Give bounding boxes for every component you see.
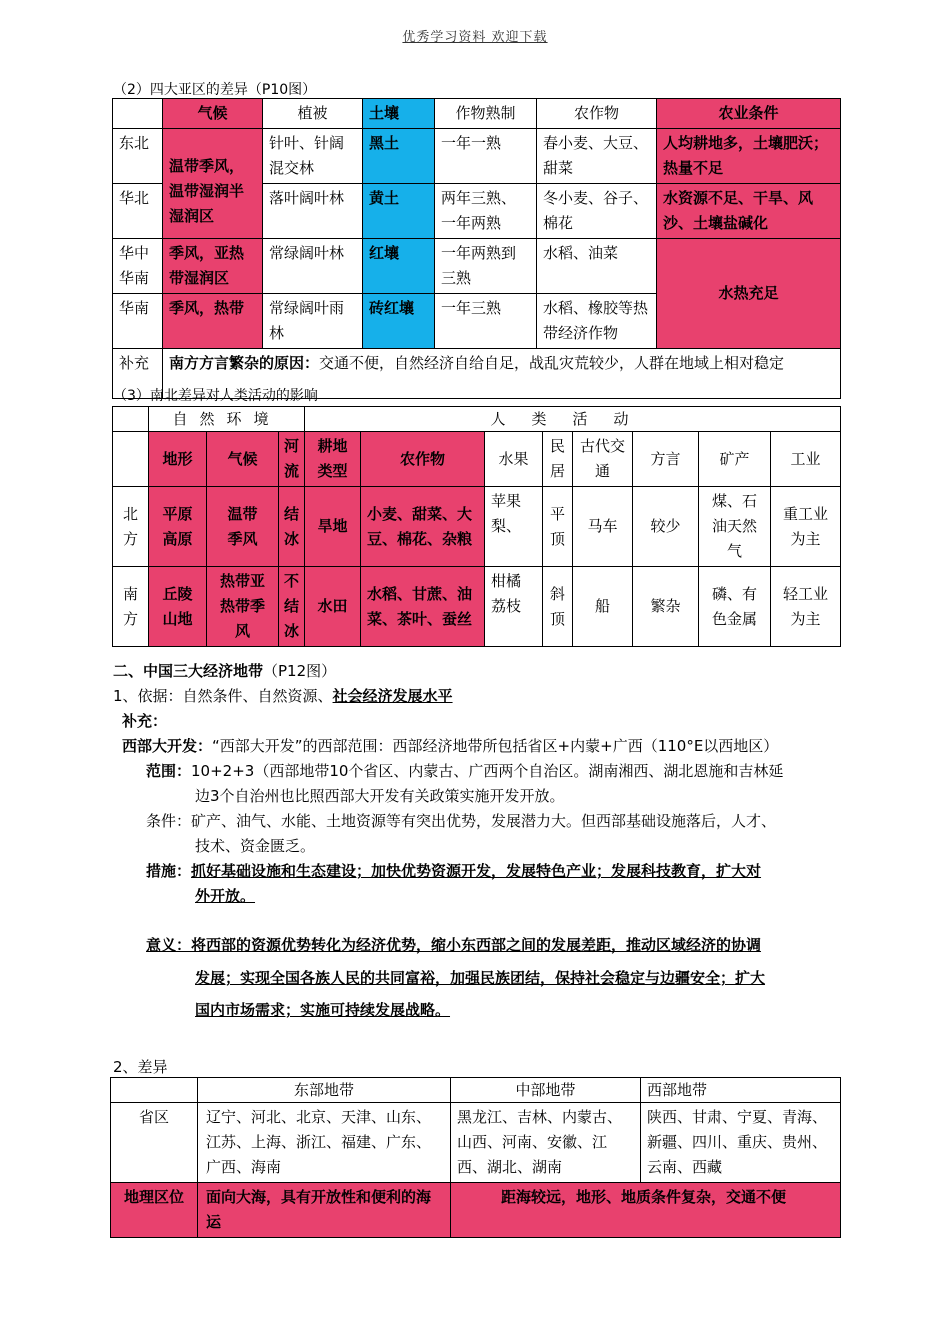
north-dialect: 较少 (633, 487, 699, 567)
climate-tropical: 季风，热带 (163, 294, 263, 349)
header-soil: 土壤 (363, 99, 435, 129)
climate-subtropical: 季风，亚热带湿润区 (163, 239, 263, 294)
crops-south: 水稻、橡胶等热带经济作物 (537, 294, 657, 349)
corner-cell-2 (113, 432, 149, 487)
north-fruit: 苹果梨、 (485, 487, 543, 567)
col-transport: 古代交通 (573, 432, 633, 487)
range-line1 (146, 759, 783, 784)
region-south: 华南 (113, 294, 163, 349)
veg-central-south: 常绿阔叶林 (263, 239, 363, 294)
header-east: 东部地带 (198, 1078, 451, 1103)
north-transport: 马车 (573, 487, 633, 567)
header-west: 西部地带 (641, 1078, 841, 1103)
range-text1: 10+2+3（西部地带10个省区、内蒙古、广西两个自治区。湖南湘西、湖北恩施和吉林延 (191, 762, 784, 780)
section2-title-text: 二、中国三大经济地带 (113, 662, 264, 680)
cond-north: 水资源不足、干旱、风沙、土壤盐碱化 (657, 184, 841, 239)
group-nature-label: 自然环境 (172, 410, 281, 428)
prov-label: 省区 (111, 1103, 198, 1183)
measure-text1: 抓好基础设施和生态建设；加快优势资源开发，发展特色产业；发展科技教育，扩大对 (191, 862, 762, 880)
economic-belts-table (110, 1077, 841, 1238)
north-rivers: 结冰 (279, 487, 305, 567)
col-terrain: 地形 (149, 432, 207, 487)
measure-label: 措施： (146, 862, 192, 880)
south-crops: 水稻、甘蔗、油菜、茶叶、蚕丝 (361, 567, 485, 647)
col-farmland: 耕地类型 (305, 432, 361, 487)
central-provinces: 黑龙江、吉林、内蒙古、山西、河南、安徽、江西、湖北、湖南 (451, 1103, 641, 1183)
climate-text-a: 温带季风， (169, 157, 245, 175)
south-minerals: 磷、有色金属 (699, 567, 771, 647)
group-human-label: 人类活动 (490, 410, 655, 428)
south-fruit: 柑橘荔枝 (485, 567, 543, 647)
row-south: 南方 (113, 567, 149, 647)
crops-central-south: 水稻、油菜 (537, 239, 657, 294)
supplement-text: 交通不便，自然经济自给自足，战乱灾荒较少，人群在地域上相对稳定 (319, 354, 785, 372)
south-rivers: 不结冰 (279, 567, 305, 647)
col-housing: 民居 (543, 432, 573, 487)
header-cropping-system: 作物熟制 (435, 99, 537, 129)
header-cell (113, 99, 163, 129)
north-minerals: 煤、石油天然气 (699, 487, 771, 567)
soil-central-south: 红壤 (363, 239, 435, 294)
soil-north: 黄土 (363, 184, 435, 239)
header-central: 中部地带 (451, 1078, 641, 1103)
veg-south: 常绿阔叶雨林 (263, 294, 363, 349)
table2-caption: （3）南北差异对人类活动的影响 (113, 388, 318, 404)
header-empty (111, 1078, 198, 1103)
veg-northeast: 针叶、针阔混交林 (263, 129, 363, 184)
cond-text2: 技术、资金匮乏。 (195, 837, 316, 855)
section2-title-ref: （P12图） (263, 662, 337, 680)
meaning-line2: 发展；实现全国各族人民的共同富裕，加强民族团结，保持社会稳定与边疆安全；扩大 (195, 969, 766, 987)
location-label: 地理区位 (111, 1183, 198, 1238)
cond-northeast: 人均耕地多，土壤肥沃；热量不足 (657, 129, 841, 184)
veg-north: 落叶阔叶林 (263, 184, 363, 239)
subregion-table (112, 98, 841, 399)
north-farmland: 旱地 (305, 487, 361, 567)
col-fruit: 水果 (485, 432, 543, 487)
soil-south: 砖红壤 (363, 294, 435, 349)
east-location: 面向大海，具有开放性和便利的海运 (198, 1183, 451, 1238)
header-crops: 农作物 (537, 99, 657, 129)
west-dev-line (122, 734, 778, 759)
diff-label: 2、差异 (113, 1058, 168, 1076)
measure-text2: 外开放。 (195, 887, 256, 905)
south-farmland: 水田 (305, 567, 361, 647)
south-dialect: 繁杂 (633, 567, 699, 647)
col-minerals: 矿产 (699, 432, 771, 487)
west-dev-text: “西部大开发”的西部范围：西部经济地带所包括省区+内蒙+广西（110°E以西地区） (212, 737, 779, 755)
north-housing: 平顶 (543, 487, 573, 567)
east-provinces: 辽宁、河北、北京、天津、山东、江苏、上海、浙江、福建、广东、广西、海南 (198, 1103, 451, 1183)
central-west-location: 距海较远，地形、地质条件复杂，交通不便 (451, 1183, 841, 1238)
north-south-table (112, 406, 841, 647)
col-climate: 气候 (207, 432, 279, 487)
south-climate: 热带亚热带季风 (207, 567, 279, 647)
supplement-bold: 南方方言繁杂的原因： (169, 354, 320, 372)
cropsys-central-south: 一年两熟到三熟 (435, 239, 537, 294)
header-agri-conditions: 农业条件 (657, 99, 841, 129)
region-central-south: 华中华南 (113, 239, 163, 294)
cond-line1 (146, 809, 776, 834)
north-crops: 小麦、甜菜、大豆、棉花、杂粮 (361, 487, 485, 567)
col-dialect: 方言 (633, 432, 699, 487)
range-text2: 边3个自治州也比照西部大开发有关政策实施开发开放。 (195, 787, 565, 805)
cropsys-north: 两年三熟、一年两熟 (435, 184, 537, 239)
climate-temperate-monsoon (163, 129, 263, 239)
col-industry: 工业 (771, 432, 841, 487)
range-label: 范围： (146, 762, 192, 780)
basis-line (113, 684, 453, 709)
south-industry: 轻工业为主 (771, 567, 841, 647)
north-terrain: 平原高原 (149, 487, 207, 567)
north-industry: 重工业为主 (771, 487, 841, 567)
south-terrain: 丘陵山地 (149, 567, 207, 647)
cond-text1: 矿产、油气、水能、土地资源等有突出优势，发展潜力大。但西部基础设施落后，人才、 (191, 812, 777, 830)
measure-line1 (146, 859, 761, 884)
meaning-line1: 意义：将西部的资源优势转化为经济优势，缩小东西部之间的发展差距，推动区域经济的协调 (146, 936, 762, 954)
south-housing: 斜顶 (543, 567, 573, 647)
soil-northeast: 黑土 (363, 129, 435, 184)
cropsys-northeast: 一年一熟 (435, 129, 537, 184)
west-dev-label: 西部大开发： (122, 737, 213, 755)
page-header: 优秀学习资料 欢迎下载 (402, 30, 548, 45)
header-climate: 气候 (163, 99, 263, 129)
region-north: 华北 (113, 184, 163, 239)
region-northeast: 东北 (113, 129, 163, 184)
cropsys-south: 一年三熟 (435, 294, 537, 349)
cond-label: 条件： (146, 812, 192, 830)
climate-text-b: 温带湿润半湿润区 (169, 182, 245, 225)
supplement-label: 补充 (113, 349, 163, 399)
basis-label: 1、依据：自然条件、自然资源、 (113, 687, 333, 705)
row-north: 北方 (113, 487, 149, 567)
basis-bold: 社会经济发展水平 (332, 687, 453, 705)
group-nature (149, 407, 305, 432)
crops-north: 冬小麦、谷子、棉花 (537, 184, 657, 239)
section2-title (113, 659, 336, 684)
meaning-line3: 国内市场需求；实施可持续发展战略。 (195, 1001, 451, 1019)
north-climate: 温带季风 (207, 487, 279, 567)
cond-south: 水热充足 (657, 239, 841, 349)
west-provinces: 陕西、甘肃、宁夏、青海、新疆、四川、重庆、贵州、云南、西藏 (641, 1103, 841, 1183)
crops-northeast: 春小麦、大豆、甜菜 (537, 129, 657, 184)
table1-caption: （2）四大亚区的差异（P10图） (113, 82, 317, 98)
col-rivers: 河流 (279, 432, 305, 487)
corner-cell (113, 407, 149, 432)
south-transport: 船 (573, 567, 633, 647)
col-crops: 农作物 (361, 432, 485, 487)
group-human (305, 407, 841, 432)
supplement-heading: 补充： (122, 712, 168, 730)
header-vegetation: 植被 (263, 99, 363, 129)
